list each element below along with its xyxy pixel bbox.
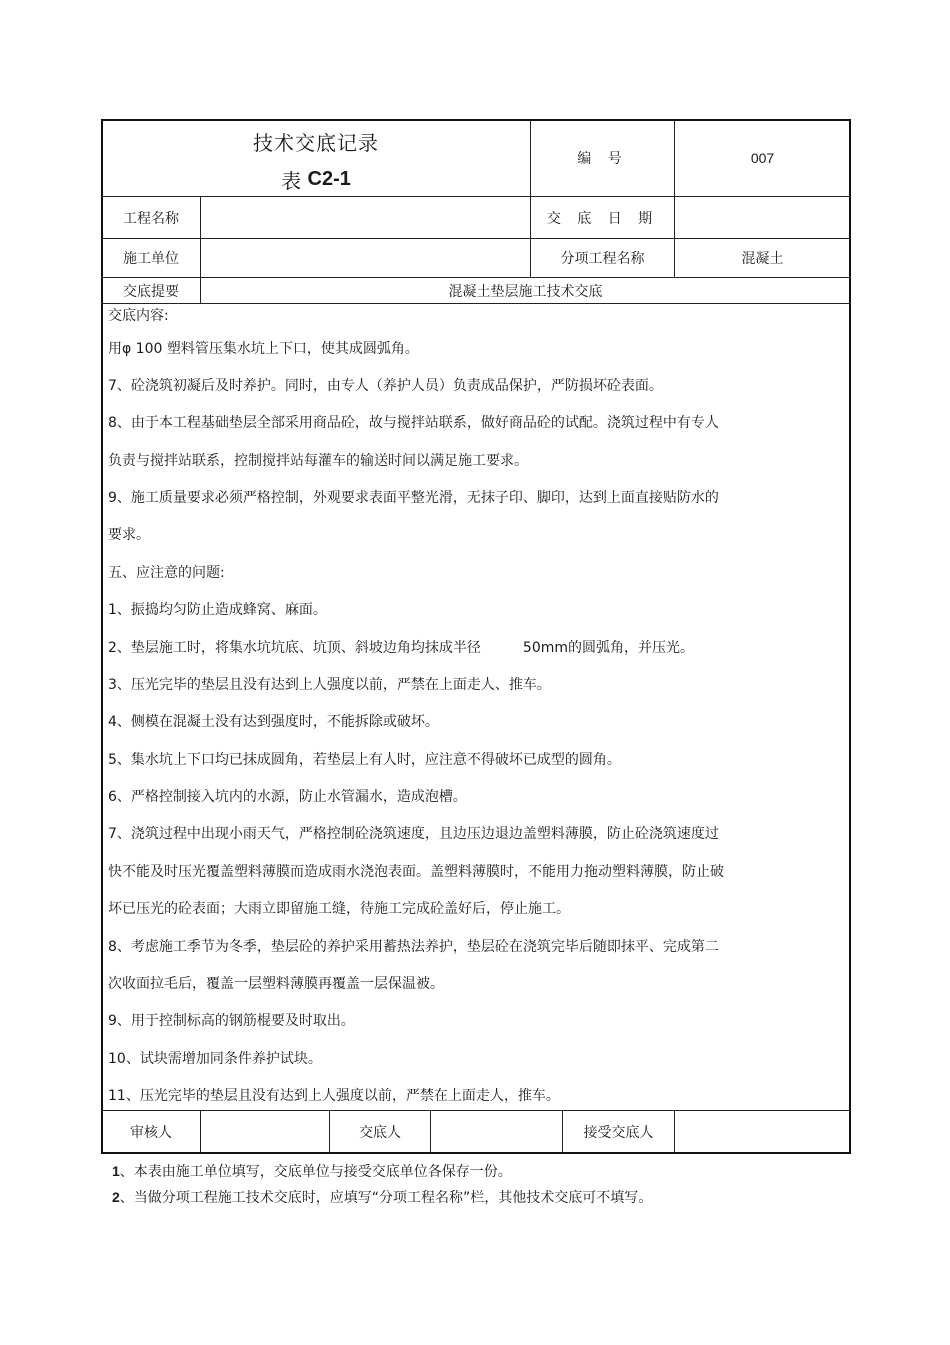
discloser-label: 交底人 (359, 1125, 401, 1141)
footnote (112, 1161, 512, 1181)
footnote-text: 、本表由施工单位填写，交底单位与接受交底单位各保存一份。 (119, 1164, 512, 1180)
discloser-field[interactable] (431, 1111, 562, 1153)
number-label: 编 号 (577, 151, 628, 167)
summary-value: 混凝土垫层施工技术交底 (448, 283, 603, 300)
date-field[interactable] (675, 197, 850, 238)
content-line: 五、应注意的问题: (108, 565, 225, 581)
form-code-value: C2-1 (307, 167, 351, 190)
content-line: 1、振捣均匀防止造成蜂窝、麻面。 (108, 602, 327, 618)
content-line: 次收面拉毛后，覆盖一层塑料薄膜再覆盖一层保温被。 (108, 976, 444, 992)
sub-project-label: 分项工程名称 (560, 251, 645, 267)
project-name-field[interactable] (201, 197, 530, 238)
content-line: 10、试块需增加同条件养护试块。 (108, 1051, 322, 1067)
content-line: 8、由于本工程基础垫层全部采用商品砼，故与搅拌站联系，做好商品砼的试配。浇筑过程中有专人 (108, 415, 719, 431)
receiver-label: 接受交底人 (583, 1125, 654, 1141)
row-divider (102, 303, 850, 304)
content-line: 6、严格控制接入坑内的水源，防止水管漏水，造成泡槽。 (108, 789, 467, 805)
summary-label: 交底提要 (123, 283, 179, 300)
constructor-field[interactable] (201, 239, 530, 277)
reviewer-field[interactable] (201, 1111, 329, 1153)
form-prefix: 表 (281, 168, 302, 193)
content-line: 9、施工质量要求必须严格控制，外观要求表面平整光滑，无抹子印、脚印，达到上面直接贴防水的 (108, 490, 719, 506)
project-name-label: 工程名称 (123, 210, 179, 227)
form-title: 技术交底记录 (253, 130, 379, 155)
content-heading: 交底内容: (108, 308, 169, 324)
content-line: 3、压光完毕的垫层且没有达到上人强度以前，严禁在上面走人、推车。 (108, 677, 551, 693)
date-label: 交 底 日 期 (546, 210, 659, 227)
content-line: 要求。 (108, 527, 150, 543)
form-code (102, 162, 530, 196)
constructor-label: 施工单位 (123, 251, 179, 267)
content-line: 4、侧模在混凝土没有达到强度时，不能拆除或破坏。 (108, 714, 439, 730)
receiver-field[interactable] (675, 1111, 850, 1153)
footnote (112, 1187, 652, 1207)
content-line: 2、垫层施工时，将集水坑坑底、坑顶、斜坡边角均抹成半径 50mm的圆弧角，并压光。 (108, 640, 694, 656)
content-line: 5、集水坑上下口均已抹成圆角，若垫层上有人时，应注意不得破坏已成型的圆角。 (108, 752, 621, 768)
footnote-number: 1 (112, 1163, 120, 1179)
content-line: 坏已压光的砼表面；大雨立即留施工缝，待施工完成砼盖好后，停止施工。 (108, 901, 570, 917)
content-line: 11、压光完毕的垫层且没有达到上人强度以前，严禁在上面走人，推车。 (108, 1088, 560, 1104)
content-line: 7、浇筑过程中出现小雨天气，严格控制砼浇筑速度，且边压边退边盖塑料薄膜，防止砼浇筑速度过 (108, 826, 719, 842)
sub-project-value: 混凝土 (741, 251, 784, 267)
footnote-text: 、当做分项工程施工技术交底时，应填写“分项工程名称”栏，其他技术交底可不填写。 (119, 1190, 653, 1206)
content-line: 9、用于控制标高的钢筋棍要及时取出。 (108, 1013, 355, 1029)
content-line: 8、考虑施工季节为冬季，垫层砼的养护采用蓄热法养护，垫层砼在浇筑完毕后随即抹平、完成第二 (108, 939, 719, 955)
content-line: 用φ 100 塑料管压集水坑上下口，使其成圆弧角。 (108, 341, 419, 357)
content-line: 快不能及时压光覆盖塑料薄膜而造成雨水浇泡表面。盖塑料薄膜时，不能用力拖动塑料薄膜，防止破 (108, 864, 724, 880)
footnote-number: 2 (112, 1189, 120, 1205)
content-line: 7、砼浇筑初凝后及时养护。同时，由专人（养护人员）负责成品保护，严防损坏砼表面。 (108, 378, 663, 394)
content-line: 负责与搅拌站联系，控制搅拌站每灌车的输送时间以满足施工要求。 (108, 453, 528, 469)
number-value: 007 (750, 150, 775, 166)
reviewer-label: 审核人 (130, 1125, 172, 1141)
